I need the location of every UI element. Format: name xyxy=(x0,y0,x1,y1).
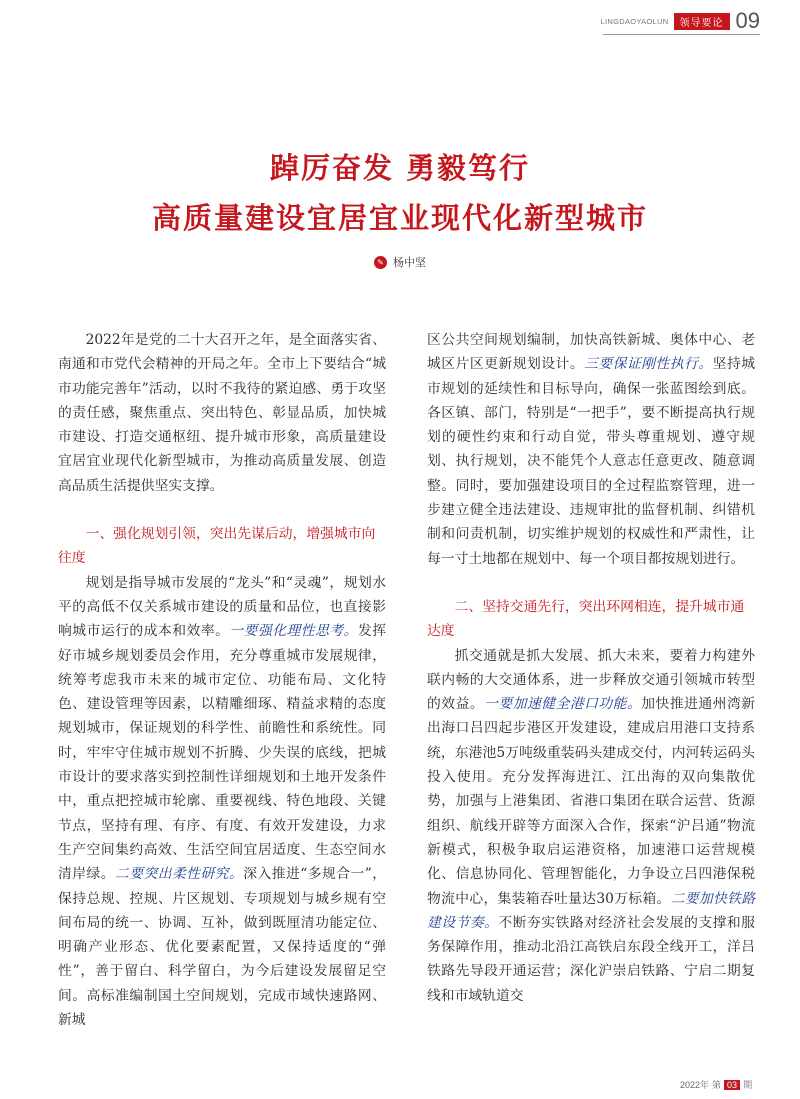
section1-paragraph-continued: 区公共空间规划编制，加快高铁新城、奥体中心、老城区片区更新规划设计。三要保证刚性执行。坚持城市规划的延续性和目标导向，确保一张蓝图绘到底。各区镇、部门，特别是“一把手”，要不断提高执行规划的硬性约束和行动自觉，带头尊重规划、遵守规划、执行规划，决不能凭个人意志任意更改、随意调整。同时，要加强建设项目的全过程监察管理，进一步建立健全违法建设、违规审批的监督机制、纠错机制和问责机制，切实维护规划的权威性和严肃性，让每一寸土地都在规划中、每一个项目都按规划进行。 xyxy=(427,332,756,567)
article-title-line1: 踔厉奋发 勇毅笃行 xyxy=(269,151,531,185)
running-header xyxy=(601,8,760,34)
column-section-label: 领导要论 xyxy=(674,13,730,30)
column-latin-name: LINGDAOYAOLUN xyxy=(600,16,669,26)
key-point-3: 三要保证刚性执行。 xyxy=(584,356,713,373)
intro-paragraph: 2022年是党的二十大召开之年，是全面落实省、南通和市党代会精神的开局之年。全市上下要结合“城市功能完善年”活动，以时不我待的紧迫感、勇于攻坚的责任感，聚焦重点、突出特色、彰显品质，加快城市建设、打造交通枢纽、提升城市形象，高质量建设宜居宜业现代化新型城市，为推动高质量发展、创造高品质生活提供坚实支撑。 xyxy=(58,332,386,494)
key-point-2: 二要突出柔性研究。 xyxy=(115,866,244,883)
right-column xyxy=(427,328,755,1008)
issue-footer xyxy=(680,1078,752,1091)
author-name: 杨中坚 xyxy=(393,256,426,269)
section2-paragraph: 抓交通就是抓大发展、抓大未来，要着力构建外联内畅的大交通体系，进一步释放交通引领城市转型的效益。一要加速健全港口功能。加快推进通州湾新出海口吕四起步港区开发建设，建成启用港口支持系统，东港池5万吨级重装码头建成交付，内河转运码头投入使用。充分发挥海进江、江出海的双向集散优势，加强与上港集团、省港口集团在联合运营、货源组织、航线开辟等方面深入合作，探索“沪吕通”物流新模式，积极争取启运港资格，加速港口运营规模化、信息协同化、管理智能化，力争设立吕四港保税物流中心，集装箱吞吐量达30万标箱。二要加快铁路建设节奏。不断夯实铁路对经济社会发展的支撑和服务保障作用，推动北沿江高铁启东段全线开工，洋吕铁路先导段开通运营；深化沪崇启铁路、宁启二期复线和市域轨道交 xyxy=(427,647,756,1004)
section1-paragraph: 规划是指导城市发展的“龙头”和“灵魂”，规划水平的高低不仅关系城市建设的质量和品位，也直接影响城市运行的成本和效率。一要强化理性思考。发挥好市城乡规划委员会作用，充分尊重城市发展规律，统筹考虑我市未来的城市定位、功能布局、文化特色、建设管理等因素，以精雕细琢、精益求精的态度规划城市，保证规划的科学性、前瞻性和系统性。同时，牢牢守住城市规划不折腾、少失误的底线，把城市设计的要求落实到控制性详细规划和土地开发条件中，重点把控城市轮廓、重要视线、特色地段、关键节点，坚持有理、有序、有度、有效开发建设，力求生产空间集约高效、生活空间宜居适度、生态空间水清岸绿。二要突出柔性研究。深入推进“多规合一”，保持总规、控规、片区规划、专项规划与城乡规有空间布局的统一、协调、互补，做到既厘清功能定位、明确产业形态、优化要素配置，又保持适度的“弹性”，善于留白、科学留白，为今后建设发展留足空间。高标准编制国土空间规划，完成市域快速路网、新城 xyxy=(58,574,387,1029)
article-title-line2: 高质量建设宜居宜业现代化新型城市 xyxy=(151,201,648,235)
issue-number: 03 xyxy=(724,1080,740,1090)
author-byline xyxy=(0,254,800,270)
footer-year: 2022年 xyxy=(680,1080,710,1090)
section-heading-1: 一、强化规划引领，突出先谋后动，增强城市向往度 xyxy=(58,526,376,567)
key-point-5: 二要加快铁路建设节奏。 xyxy=(427,890,756,931)
page-number: 09 xyxy=(735,8,760,33)
header-divider xyxy=(603,34,760,35)
section-heading-2: 二、坚持交通先行，突出环网相连，提升城市通达度 xyxy=(427,598,745,640)
key-point-1: 一要强化理性思考。 xyxy=(229,623,358,640)
footer-qi: 期 xyxy=(743,1080,753,1090)
key-point-4: 一要加速健全港口功能。 xyxy=(484,696,642,713)
left-column xyxy=(58,328,386,1032)
pen-icon: ✎ xyxy=(374,256,387,269)
footer-di: 第 xyxy=(712,1080,722,1090)
